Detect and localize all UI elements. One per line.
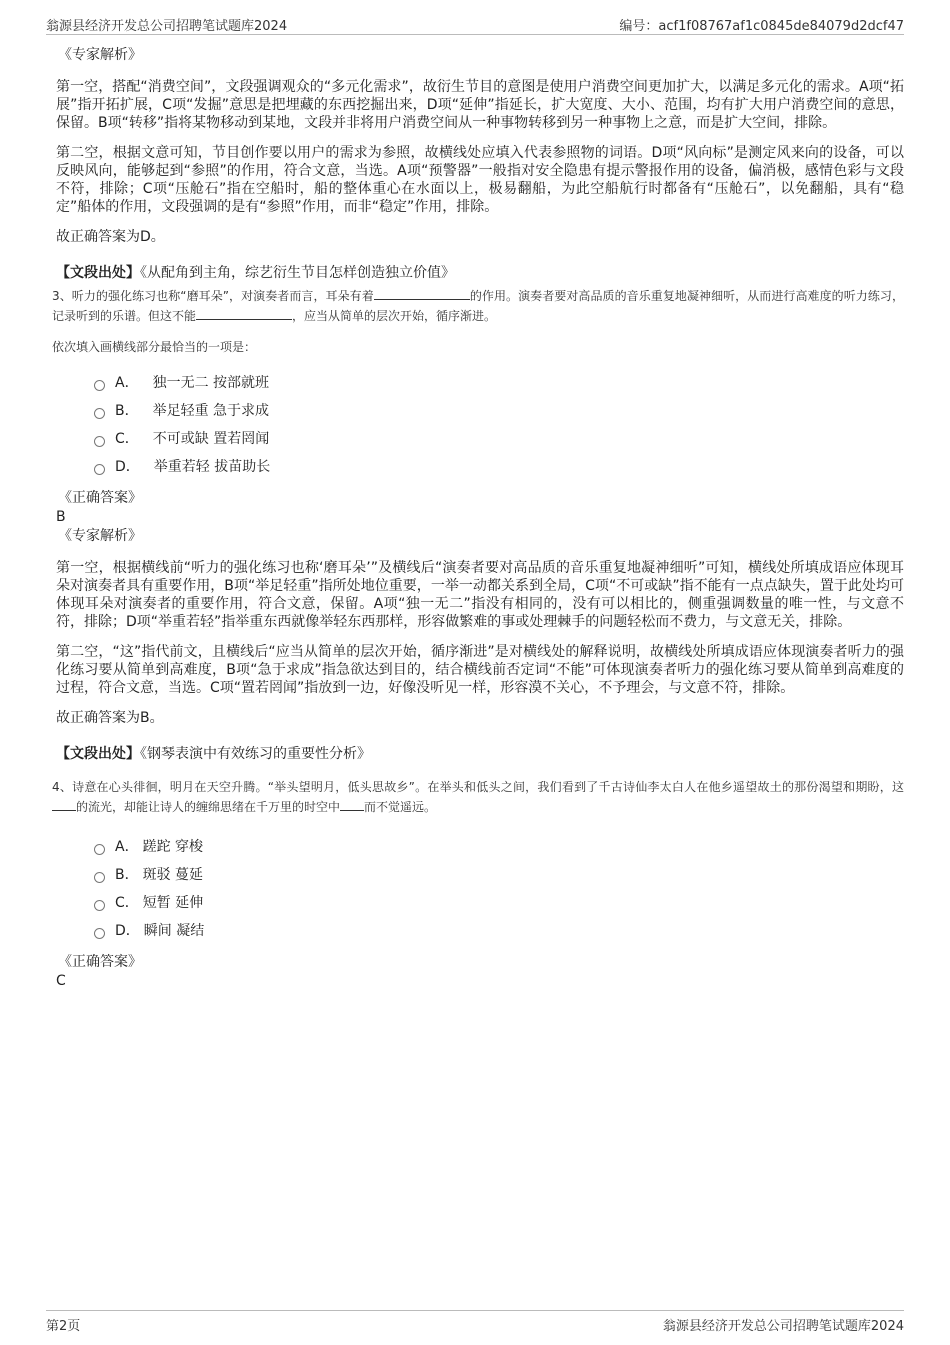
option-text: 蹉跎 穿梭	[142, 839, 204, 855]
header-code	[619, 15, 904, 34]
header-title: 翁源县经济开发总公司招聘笔试题库2024	[46, 19, 288, 34]
q4-option-a[interactable]	[94, 833, 904, 861]
option-letter: C．	[115, 431, 139, 447]
q4-option-c[interactable]	[94, 889, 904, 917]
radio-icon[interactable]	[94, 464, 105, 475]
radio-icon[interactable]	[94, 928, 105, 939]
q3-option-b[interactable]	[94, 397, 904, 425]
q4-option-b[interactable]	[94, 861, 904, 889]
prev-conclusion: 故正确答案为D。	[56, 229, 165, 245]
q4-blank-2	[340, 797, 364, 811]
page-content	[52, 44, 904, 989]
option-text: 斑驳 蔓延	[142, 867, 204, 883]
option-letter: D．	[115, 459, 140, 475]
page-footer	[46, 1310, 904, 1334]
q3-answer: B	[56, 509, 66, 525]
option-text: 不可或缺 置若罔闻	[152, 431, 270, 447]
option-letter: C．	[115, 895, 139, 911]
option-letter: A．	[115, 375, 139, 391]
q3-blank-2	[196, 306, 292, 320]
option-letter: B．	[115, 403, 139, 419]
q3-analysis-p1: 第一空，根据横线前“听力的强化练习也称‘磨耳朵’”及横线后“演奏者要对高品质的音乐重复地凝神细听”可知，横线处所填成语应体现耳朵对演奏者具有重要作用，B项“举足轻重”指所处地位重要，一举一动都关系到全局，C项“不可或缺”指不能有一点点缺失，置于此处均可体现耳朵对演奏者的重要作用，符合文意，保留。A项“独一无二”指没有相同的，没有可以相比的，侧重强调数量的唯一性，与文意不符，排除；D项“举重若轻”指举重东西就像举轻东西那样，形容做繁难的事或处理棘手的问题轻松而不费力，与文意无关，排除。	[56, 560, 904, 630]
option-letter: D．	[115, 923, 140, 939]
q3-part2: 的作用。演奏者要对高品质的音乐重复地凝神细听，从而进行高难度的听力练习，记录听到的乐谱。但这不能	[52, 289, 904, 323]
q4-part3: 而不觉遥远。	[364, 800, 437, 814]
header-code-label: 编号：	[619, 19, 659, 34]
radio-icon[interactable]	[94, 380, 105, 391]
q4-blank-1	[52, 797, 76, 811]
q3-part1: 3、听力的强化练习也称“磨耳朵”，对演奏者而言，耳朵有着	[52, 289, 374, 303]
option-letter: A．	[115, 839, 139, 855]
q3-option-a[interactable]	[94, 369, 904, 397]
option-text: 独一无二 按部就班	[152, 375, 270, 391]
q3-option-c[interactable]	[94, 425, 904, 453]
prev-analysis-p2: 第二空，根据文意可知，节目创作要以用户的需求为参照，故横线处应填入代表参照物的词语。D项“风向标”是测定风来向的设备，可以反映风向，能够起到“参照”的作用，符合文意，当选。A项“预警器”一般指对安全隐患有提示警报作用的设备，偏消极，感情色彩与文段不符，排除；C项“压舱石”指在空船时，船的整体重心在水面以上，极易翻船，为此空船航行时都备有“压舱石”，以免翻船，具有“稳定”船体的作用，文段强调的是有“参照”作用，而非“稳定”作用，排除。	[56, 145, 904, 215]
q3-blank-1	[374, 286, 470, 300]
header-code-value: acf1f08767af1c0845de84079d2dcf47	[658, 19, 904, 34]
q4-answer-label: 《正确答案》	[58, 954, 142, 970]
radio-icon[interactable]	[94, 900, 105, 911]
q3-source	[56, 743, 904, 763]
radio-icon[interactable]	[94, 844, 105, 855]
option-letter: B．	[115, 867, 139, 883]
q3-source-title: 《钢琴表演中有效练习的重要性分析》	[140, 746, 371, 762]
footer-title: 翁源县经济开发总公司招聘笔试题库2024	[662, 1319, 904, 1334]
q3-options	[94, 369, 904, 481]
q4-part1: 4、诗意在心头徘徊，明月在天空升腾。“举头望明月，低头思故乡”。在举头和低头之间，我们看到了千古诗仙李太白人在他乡遥望故土的那份渴望和期盼，这	[52, 780, 904, 794]
prev-source-label: 【文段出处】	[56, 265, 140, 281]
prev-source	[56, 262, 904, 282]
question-3-text	[52, 286, 904, 326]
q3-conclusion: 故正确答案为B。	[56, 710, 164, 726]
prev-source-title: 《从配角到主角，综艺衍生节目怎样创造独立价值》	[140, 265, 455, 281]
q3-answer-label: 《正确答案》	[58, 490, 142, 506]
option-text: 举足轻重 急于求成	[152, 403, 270, 419]
question-4-text	[52, 777, 904, 817]
radio-icon[interactable]	[94, 436, 105, 447]
radio-icon[interactable]	[94, 872, 105, 883]
q3-part3: ，应当从简单的层次开始，循序渐进。	[292, 309, 497, 323]
q4-part2: 的流光，却能让诗人的缠绵思绪在千万里的时空中	[76, 800, 341, 814]
q3-source-label: 【文段出处】	[56, 746, 140, 762]
q3-instruction: 依次填入画横线部分最恰当的一项是：	[52, 340, 257, 354]
q4-options	[94, 833, 904, 945]
page-header	[46, 12, 904, 35]
footer-page-number: 第2页	[46, 1319, 81, 1334]
option-text: 短暂 延伸	[142, 895, 204, 911]
q4-answer: C	[56, 973, 66, 989]
prev-analysis-p1: 第一空，搭配“消费空间”，文段强调观众的“多元化需求”，故衍生节目的意图是使用户消费空间更加扩大，以满足多元化的需求。A项“拓展”指开拓扩展，C项“发掘”意思是把埋藏的东西挖掘出来，D项“延伸”指延长，扩大宽度、大小、范围，均有扩大用户消费空间的意思，保留。B项“转移”指将某物移动到某地，文段并非将用户消费空间从一种事物转移到另一种事物上之意，而是扩大空间，排除。	[56, 79, 904, 131]
option-text: 瞬间 凝结	[143, 923, 205, 939]
q3-analysis-p2: 第二空，“这”指代前文，且横线后“应当从简单的层次开始，循序渐进”是对横线处的解释说明，故横线处所填成语应体现演奏者听力的强化练习要从简单到高难度，B项“急于求成”指急欲达到目的，结合横线前否定词“不能”可体现演奏者听力的强化练习要从简单到高难度的过程，符合文意，当选。C项“置若罔闻”指放到一边，好像没听见一样，形容漠不关心，不予理会，与文意不符，排除。	[56, 644, 904, 696]
q3-analysis-label: 《专家解析》	[58, 528, 142, 544]
option-text: 举重若轻 拔苗助长	[153, 459, 271, 475]
q4-option-d[interactable]	[94, 917, 904, 945]
q3-option-d[interactable]	[94, 453, 904, 481]
prev-analysis-label: 《专家解析》	[58, 47, 142, 63]
radio-icon[interactable]	[94, 408, 105, 419]
